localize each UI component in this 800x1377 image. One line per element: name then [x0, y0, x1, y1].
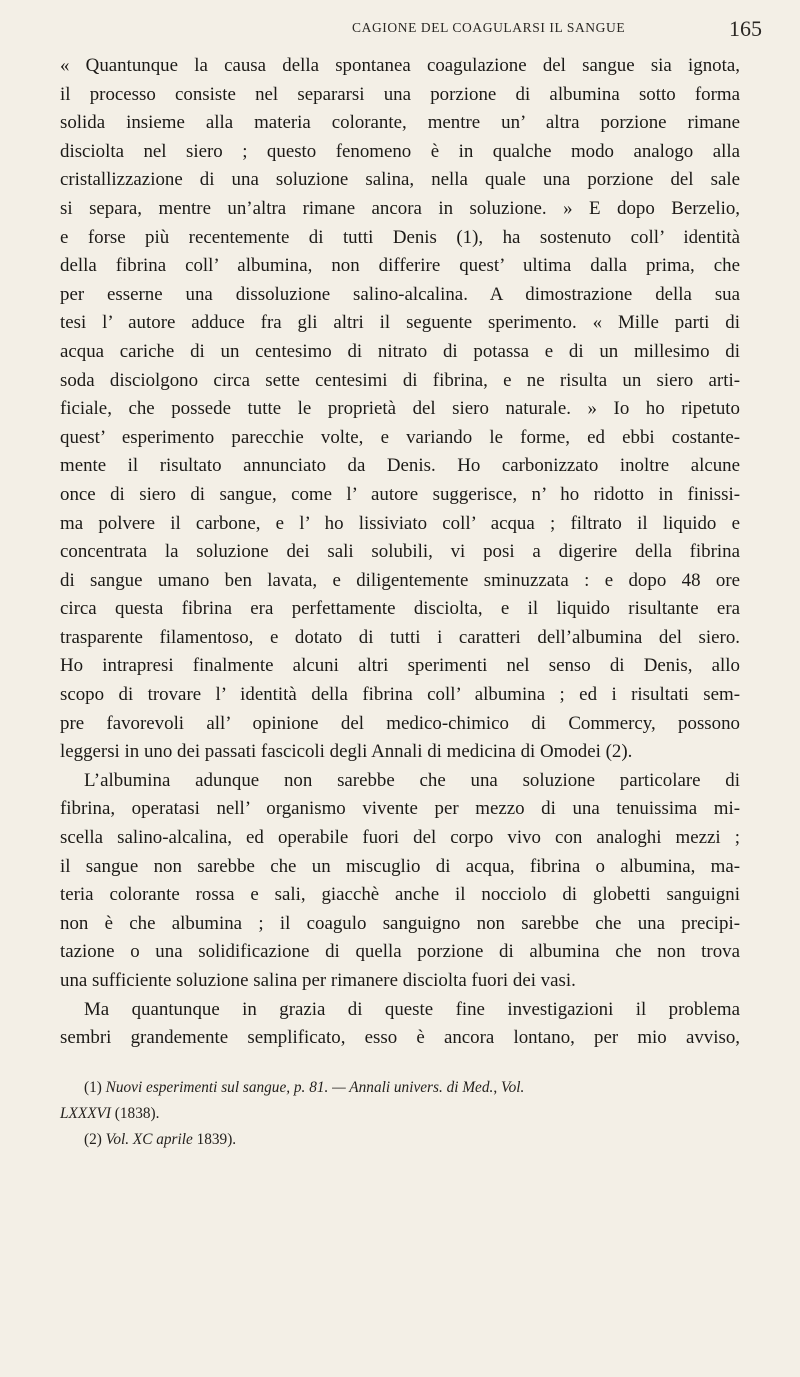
- text-line: L’albumina adunque non sarebbe che una soluzione particolare di: [84, 769, 740, 791]
- text-line: una sufficiente soluzione salina per rimanere disciolta fuori dei vasi.: [60, 970, 576, 991]
- text-line: leggersi in uno dei passati fascicoli degli Annali di medicina di Omodei (2).: [60, 741, 633, 763]
- text-line: non è che albumina ; il coagulo sanguigno non sarebbe che una precipi-: [60, 912, 740, 934]
- footnote-separator: ,: [493, 1079, 501, 1096]
- text-line: tazione o una solidificazione di quella porzione di albumina che non trova: [60, 941, 740, 963]
- text-line: mente il risultato annunciato da Denis. Ho carbonizzato inoltre alcune: [60, 455, 740, 477]
- text-line: disciolta nel siero ; questo fenomeno è in qualche modo analogo alla: [60, 140, 740, 162]
- footnote-volume-number: LXXXVI: [60, 1105, 111, 1122]
- text-line: acqua cariche di un centesimo di nitrato di potassa e di un millesimo di: [60, 340, 740, 362]
- text-line: fibrina, operatasi nell’ organismo vivente per mezzo di una tenuissima mi-: [60, 798, 740, 820]
- body-text: [60, 52, 740, 1053]
- text-line: tesi l’ autore adduce fra gli altri il seguente sperimento. « Mille parti di: [60, 312, 740, 334]
- text-line: quest’ esperimento parecchie volte, e variando le forme, ed ebbi costante-: [60, 426, 740, 448]
- text-line: cristallizzazione di una soluzione salina, nella quale una porzione del sale: [60, 169, 740, 191]
- text-line: Ma quantunque in grazia di queste fine investigazioni il problema: [84, 998, 740, 1020]
- text-line: soda disciolgono circa sette centesimi di fibrina, e ne risulta un siero arti-: [60, 369, 740, 391]
- footnote-volume-label: Vol.: [500, 1079, 525, 1096]
- footnote-marker: (1): [84, 1079, 102, 1096]
- text-line: pre favorevoli all’ opinione del medico-chimico di Commercy, possono: [60, 712, 740, 734]
- text-line: scella salino-alcalina, ed operabile fuori del corpo vivo con analoghi mezzi ;: [60, 827, 740, 849]
- footnotes: [60, 1075, 740, 1153]
- text-line: circa questa fibrina era perfettamente disciolta, e il liquido risultante era: [60, 598, 740, 620]
- footnote-year: (1838).: [110, 1105, 160, 1122]
- footnote-page: p. 81. —: [290, 1079, 350, 1096]
- text-line: teria colorante rossa e sali, giacchè anche il nocciolo di globetti sanguigni: [60, 884, 740, 906]
- footnote-journal: Annali univers. di Med.: [349, 1079, 494, 1096]
- text-line: « Quantunque la causa della spontanea coagulazione del sangue sia ignota,: [60, 55, 740, 76]
- text-line: per esserne una dissoluzione salino-alcalina. A dimostrazione della sua: [60, 283, 740, 305]
- text-line: il sangue non sarebbe che un miscuglio di acqua, fibrina o albumina, ma-: [60, 855, 740, 877]
- text-line: sembri grandemente semplificato, esso è ancora lontano, per mio avviso,: [60, 1027, 740, 1049]
- text-line: ma polvere il carbone, e l’ ho lissiviato coll’ acqua ; filtrato il liquido e: [60, 512, 740, 534]
- text-line: si separa, mentre un’altra rimane ancora in soluzione. » E dopo Berzelio,: [60, 197, 740, 219]
- footnote-marker: (2): [84, 1131, 102, 1148]
- footnote-1-continued: [60, 1101, 740, 1127]
- text-line: solida insieme alla materia colorante, mentre un’ altra porzione rimane: [60, 112, 740, 134]
- text-line: once di siero di sangue, come l’ autore suggerisce, n’ ho ridotto in finissi-: [60, 483, 740, 505]
- footnote-2: [84, 1127, 740, 1153]
- text-line: della fibrina coll’ albumina, non differire quest’ ultima dalla prima, che: [60, 255, 740, 277]
- text-line: il processo consiste nel separarsi una porzione di albumina sotto forma: [60, 83, 740, 105]
- text-line: e forse più recentemente di tutti Denis (1), ha sostenuto coll’ identità: [60, 226, 740, 248]
- text-line: Ho intrapresi finalmente alcuni altri sperimenti nel senso di Denis, allo: [60, 655, 740, 677]
- text-line: di sangue umano ben lavata, e diligentemente sminuzzata : e dopo 48 ore: [60, 569, 740, 591]
- footnote-year: 1839).: [192, 1131, 237, 1148]
- footnote-volume: Vol. XC aprile: [105, 1131, 193, 1148]
- text-line: ficiale, che possede tutte le proprietà del siero naturale. » Io ho ripetuto: [60, 398, 740, 420]
- running-head: CAGIONE DEL COAGULARSI IL SANGUE: [352, 20, 626, 35]
- text-line: concentrata la soluzione dei sali solubili, vi posi a digerire della fibrina: [60, 541, 740, 563]
- footnote-1: [84, 1075, 740, 1101]
- text-line: scopo di trovare l’ identità della fibrina coll’ albumina ; ed i risultati sem-: [60, 684, 740, 706]
- page-number: 165: [729, 16, 762, 41]
- text-line: trasparente filamentoso, e dotato di tutti i caratteri dell’albumina del siero.: [60, 626, 740, 648]
- footnote-title: Nuovi esperimenti sul sangue,: [105, 1079, 291, 1096]
